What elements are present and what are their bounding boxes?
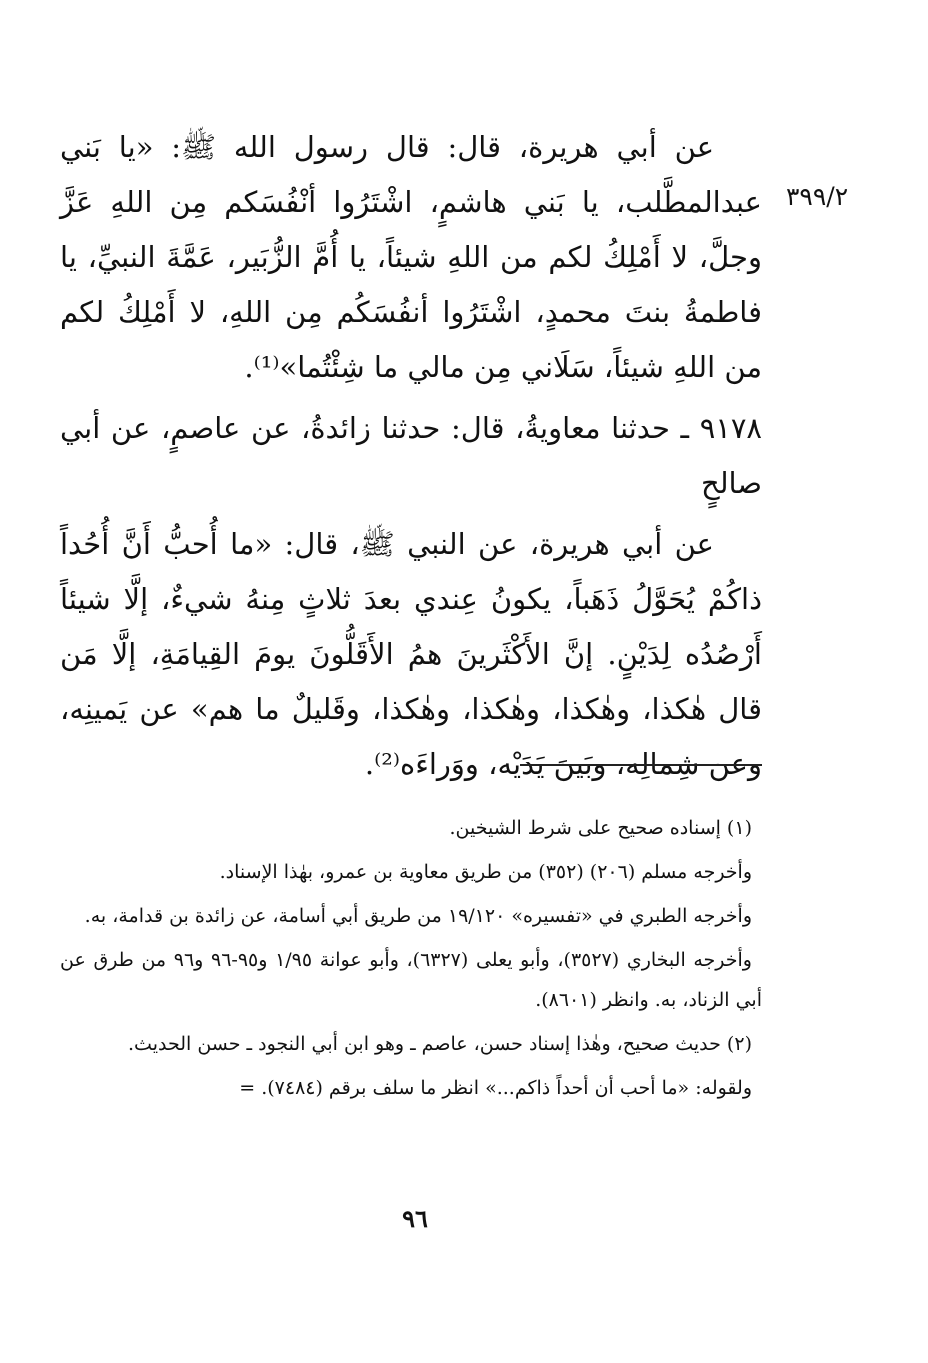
footnote: (١) إسناده صحيح على شرط الشيخين. — [449, 817, 752, 839]
margin-reference: ٣٩٩/٢ — [786, 182, 849, 211]
footnote: وأخرجه البخاري (٣٥٢٧)، وأبو يعلى (٦٣٢٧)، وأبو عوانة ١/٩٥ و٩٥-٩٦ و٩٦ من طرق عن أبي الزناد، به. وانظر (٨٦٠١). — [60, 949, 762, 1011]
isnad-paragraph: ٩١٧٨ ـ حدثنا معاويةُ، قال: حدثنا زائدةُ، عن عاصمٍ، عن أبي صالحٍ — [60, 411, 762, 500]
footnote: وأخرجه الطبري في «تفسيره» ١٩/١٢٠ من طريق أبي أسامة، عن زائدة بن قدامة، به. — [84, 905, 752, 927]
hadith-paragraph: عن أبي هريرة، قال: قال رسول الله ﷺ: «يا بَني عبدالمطَّلب، يا بَني هاشمٍ، اشْتَرُوا أنْفُسَكم مِن اللهِ عَزَّ وجلَّ، لا أَمْلِكُ لكم من اللهِ شيئاً، يا أُمَّ الزُّبَير، عَمَّةَ النبيِّ، يا فاطمةُ بنتَ محمدٍ، اشْتَرُوا أنفُسَكُم مِن اللهِ، لا أَمْلِكُ لكم من اللهِ شيئاً، سَلَاني مِن مالي ما شِئْتُما»⁽¹⁾. — [60, 130, 762, 384]
footnote: (٢) حديث صحيح، وهٰذا إسناد حسن، عاصم ـ وهو ابن أبي النجود ـ حسن الحديث. — [128, 1033, 752, 1055]
footnote: ولقوله: «ما أحب أن أحداً ذاكم...» انظر ما سلف برقم (٧٤٨٤). = — [239, 1077, 752, 1099]
hadith-paragraph: عن أبي هريرة، عن النبي ﷺ، قال: «ما أُحبُّ أَنَّ أُحُداً ذاكُمْ يُحَوَّلُ ذَهَباً، يكونُ عِندي بعدَ ثلاثٍ مِنهُ شيءٌ، إلَّا شيئاً أَرْصُدُه لِدَيْنٍ. إنَّ الأَكْثَرينَ همُ الأَقَلُّونَ يومَ القِيامَةِ، إلَّا مَن قال هٰكذا، وهٰكذا، وهٰكذا، وهٰكذا، وقَليلٌ ما هم» عن يَمينِه، وعن شِمالِه، وبَينَ يَدَيْه، ووَراءَه⁽²⁾. — [60, 527, 762, 781]
footnote-divider — [520, 764, 762, 766]
footnotes — [60, 808, 762, 1112]
main-text — [60, 120, 762, 792]
footnote: وأخرجه مسلم (٢٠٦) (٣٥٢) من طريق معاوية بن عمرو، بهٰذا الإسناد. — [219, 861, 752, 883]
page-number: ٩٦ — [402, 1204, 428, 1233]
